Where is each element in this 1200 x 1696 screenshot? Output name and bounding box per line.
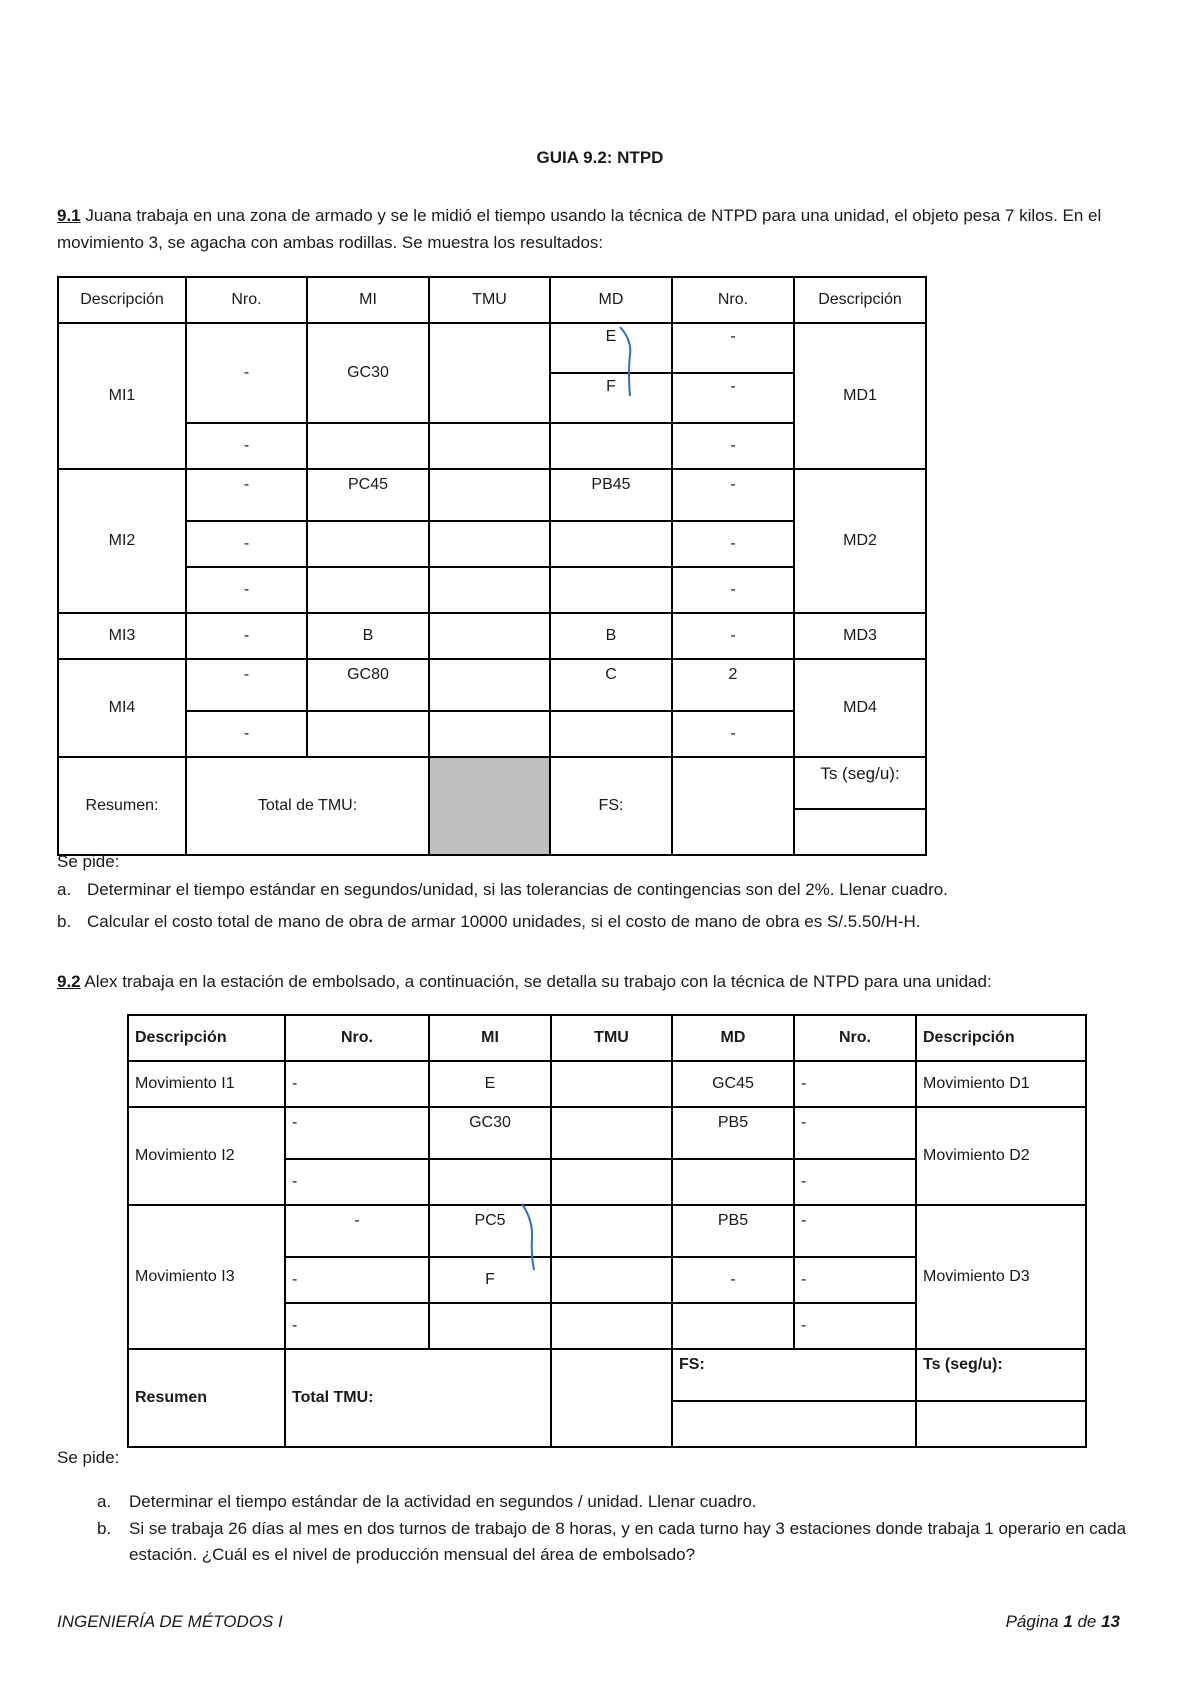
mi-cell: E — [429, 1061, 551, 1107]
question-item: b. Si se trabaja 26 días al mes en dos turnos de trabajo de 8 horas, y en cada turno hay 3 estaciones donde trabaja 1 operario en cada estación. ¿Cuál es el nivel de producción mensual del área de embolsado? — [97, 1519, 1127, 1564]
tmu-cell[interactable] — [429, 659, 550, 711]
question-item: b. Calcular el costo total de mano de obra de armar 10000 unidades, si el costo de mano de obra es S/.5.50/H-H. — [57, 912, 921, 931]
ts-value[interactable] — [916, 1401, 1086, 1447]
md-cell: C — [550, 659, 672, 711]
desc-cell: MI1 — [58, 323, 186, 469]
ntpd-table-1 — [57, 276, 927, 856]
nro-cell: - — [794, 1257, 916, 1303]
mi-cell: PC45 — [307, 469, 429, 521]
desc-cell: MI2 — [58, 469, 186, 613]
table-header-row — [128, 1015, 1086, 1061]
desc-cell: MD1 — [794, 323, 926, 469]
problem-number: 9.2 — [57, 972, 81, 991]
md-cell: PB5 — [672, 1205, 794, 1257]
md-cell: B — [550, 613, 672, 659]
desc-cell: MD4 — [794, 659, 926, 757]
table-row — [128, 1107, 1086, 1159]
tmu-cell[interactable] — [429, 521, 550, 567]
nro-cell: - — [794, 1205, 916, 1257]
nro-cell: - — [794, 1107, 916, 1159]
nro-cell: - — [794, 1303, 916, 1349]
mi-cell: GC30 — [307, 323, 429, 423]
tmu-cell[interactable] — [429, 613, 550, 659]
nro-cell: - — [672, 373, 794, 423]
table-row — [58, 323, 926, 373]
summary-row — [58, 757, 926, 809]
ts-label: Ts (seg/u): — [916, 1349, 1086, 1401]
desc-cell: Movimiento D2 — [916, 1107, 1086, 1205]
nro-cell: - — [285, 1107, 429, 1159]
header-nro: Nro. — [285, 1015, 429, 1061]
problem-text: Alex trabaja en la estación de embolsado, a continuación, se detalla su trabajo con la técnica de NTPD para una unidad: — [80, 972, 992, 991]
question-item: a. Determinar el tiempo estándar en segundos/unidad, si las tolerancias de contingencias son del 2%. Llenar cuadro. — [57, 880, 948, 899]
mi-cell — [307, 521, 429, 567]
desc-cell: Movimiento I2 — [128, 1107, 285, 1205]
nro-cell: - — [672, 423, 794, 469]
nro-cell: - — [672, 323, 794, 373]
fs-value[interactable] — [672, 1401, 916, 1447]
header-mi: MI — [429, 1015, 551, 1061]
header-nro: Nro. — [672, 277, 794, 323]
se-pide-1: Se pide: — [57, 852, 120, 871]
ntpd-table-2 — [127, 1014, 1087, 1448]
md-cell: PB5 — [672, 1107, 794, 1159]
nro-cell: - — [186, 613, 307, 659]
md-cell — [550, 521, 672, 567]
header-tmu: TMU — [429, 277, 550, 323]
nro-cell: - — [285, 1061, 429, 1107]
tmu-cell[interactable] — [551, 1107, 672, 1159]
md-cell — [550, 711, 672, 757]
md-cell: - — [672, 1257, 794, 1303]
table-header-row — [58, 277, 926, 323]
nro-cell: - — [285, 1205, 429, 1257]
nro-cell: - — [186, 423, 307, 469]
mi-cell: GC80 — [307, 659, 429, 711]
md-cell: E — [550, 323, 672, 373]
footer-course: INGENIERÍA DE MÉTODOS I — [57, 1612, 283, 1631]
header-md: MD — [550, 277, 672, 323]
problem-number: 9.1 — [57, 206, 81, 225]
desc-cell: Movimiento I1 — [128, 1061, 285, 1107]
nro-cell: - — [672, 567, 794, 613]
header-nro: Nro. — [794, 1015, 916, 1061]
md-cell — [550, 567, 672, 613]
summary-label: Resumen: — [58, 757, 186, 855]
header-md: MD — [672, 1015, 794, 1061]
mi-cell: B — [307, 613, 429, 659]
problem-9-1-statement — [57, 202, 1157, 256]
total-tmu-value[interactable] — [551, 1349, 672, 1447]
problem-text: Juana trabaja en una zona de armado y se le midió el tiempo usando la técnica de NTPD para una unidad, el objeto pesa 7 kilos. En el movimiento 3, se agacha con ambas rodillas. Se muestra los resultados: — [57, 206, 1102, 252]
md-cell: F — [550, 373, 672, 423]
header-description: Descripción — [916, 1015, 1086, 1061]
mi-cell — [307, 423, 429, 469]
nro-cell: - — [672, 521, 794, 567]
table-row — [128, 1061, 1086, 1107]
md-cell — [672, 1303, 794, 1349]
tmu-cell[interactable] — [551, 1303, 672, 1349]
mi-cell — [307, 567, 429, 613]
nro-cell: - — [672, 469, 794, 521]
header-description: Descripción — [128, 1015, 285, 1061]
total-tmu-label: Total TMU: — [285, 1349, 551, 1447]
nro-cell: - — [186, 521, 307, 567]
page-title: GUIA 9.2: NTPD — [536, 148, 664, 167]
nro-cell: - — [794, 1061, 916, 1107]
md-cell: PB45 — [550, 469, 672, 521]
tmu-cell[interactable] — [551, 1257, 672, 1303]
nro-cell: - — [186, 711, 307, 757]
table-row — [58, 659, 926, 711]
nro-cell: - — [186, 323, 307, 423]
nro-cell: - — [186, 659, 307, 711]
nro-cell: - — [285, 1303, 429, 1349]
tmu-cell[interactable] — [551, 1061, 672, 1107]
desc-cell: MD2 — [794, 469, 926, 613]
desc-cell: Movimiento I3 — [128, 1205, 285, 1349]
ts-value[interactable] — [794, 809, 926, 855]
mi-cell: GC30 — [429, 1107, 551, 1159]
tmu-cell[interactable] — [429, 711, 550, 757]
mi-cell: F — [429, 1257, 551, 1303]
table-row — [58, 613, 926, 659]
ts-label: Ts (seg/u): — [794, 757, 926, 809]
se-pide-2: Se pide: — [57, 1448, 120, 1467]
summary-row — [128, 1349, 1086, 1401]
desc-cell: Movimiento D3 — [916, 1205, 1086, 1349]
nro-cell: - — [672, 613, 794, 659]
nro-cell: - — [285, 1159, 429, 1205]
total-tmu-value — [429, 757, 550, 855]
table-row — [128, 1205, 1086, 1257]
tmu-cell[interactable] — [429, 423, 550, 469]
tmu-cell[interactable] — [551, 1205, 672, 1257]
nro-cell: - — [672, 711, 794, 757]
desc-cell: MI3 — [58, 613, 186, 659]
table-row — [58, 469, 926, 521]
tmu-cell[interactable] — [429, 323, 550, 423]
desc-cell: Movimiento D1 — [916, 1061, 1086, 1107]
md-cell: GC45 — [672, 1061, 794, 1107]
header-description: Descripción — [794, 277, 926, 323]
nro-cell: - — [794, 1159, 916, 1205]
mi-cell: PC5 — [429, 1205, 551, 1257]
fs-value[interactable] — [672, 757, 794, 855]
problem-9-2-statement — [57, 968, 1157, 995]
total-tmu-label: Total de TMU: — [186, 757, 429, 855]
tmu-cell[interactable] — [429, 567, 550, 613]
nro-cell: - — [285, 1257, 429, 1303]
mi-cell — [307, 711, 429, 757]
summary-label: Resumen — [128, 1349, 285, 1447]
fs-label: FS: — [672, 1349, 916, 1401]
question-item: a. Determinar el tiempo estándar de la actividad en segundos / unidad. Llenar cuadro. — [97, 1492, 757, 1511]
footer-page-number: Página 1 de 13 — [1005, 1612, 1120, 1631]
tmu-cell[interactable] — [429, 469, 550, 521]
nro-cell: - — [186, 469, 307, 521]
desc-cell: MD3 — [794, 613, 926, 659]
mi-cell — [429, 1303, 551, 1349]
header-nro: Nro. — [186, 277, 307, 323]
header-mi: MI — [307, 277, 429, 323]
header-tmu: TMU — [551, 1015, 672, 1061]
header-description: Descripción — [58, 277, 186, 323]
desc-cell: MI4 — [58, 659, 186, 757]
fs-label: FS: — [550, 757, 672, 855]
nro-cell: 2 — [672, 659, 794, 711]
nro-cell: - — [186, 567, 307, 613]
md-cell — [672, 1159, 794, 1205]
md-cell — [550, 423, 672, 469]
mi-cell — [429, 1159, 551, 1205]
tmu-cell[interactable] — [551, 1159, 672, 1205]
